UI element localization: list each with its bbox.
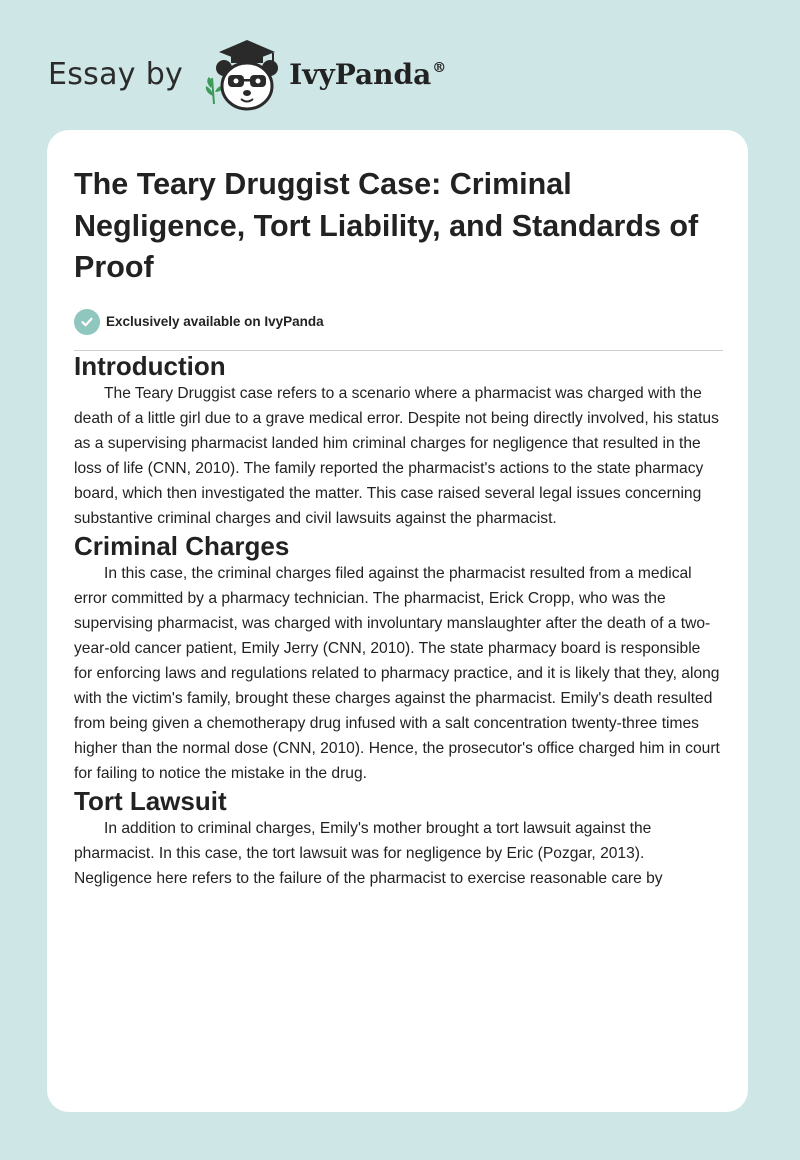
brand-name[interactable] [289,58,446,91]
panda-graduate-logo-icon[interactable] [197,34,283,114]
section-paragraph-introduction: The Teary Druggist case refers to a scenario where a pharmacist was charged with the death of a little girl due to a grave medical error. Despite not being directly involved, his status as a supervising pharmacist landed him criminal charges for negligence that resulted in the loss of life (CNN, 2010). The family reported the pharmacist's actions to the state pharmacy board, which then investigated the matter. This case raised several legal issues concerning substantive criminal charges and civil lawsuits against the pharmacist. [74,384,719,527]
brand-registered-mark: ® [432,59,447,76]
exclusive-badge-text: Exclusively available on IvyPanda [106,314,324,329]
section-paragraph-tort-lawsuit: In addition to criminal charges, Emily's mother brought a tort lawsuit against the pharmacist. In this case, the tort lawsuit was for negligence by Eric (Pozgar, 2013). Negligence here refers to the failure of the pharmacist to exercise reasonable care by [74,819,663,887]
section-heading-tort-lawsuit: Tort Lawsuit [74,785,227,816]
brand-name-text: IvyPanda [289,57,432,91]
section-heading-introduction: Introduction [74,350,226,381]
section-paragraph-criminal-charges: In this case, the criminal charges filed against the pharmacist resulted from a medical error committed by a pharmacy technician. The pharmacist, Erick Cropp, who was the supervising pharmacist, was charged with involuntary manslaughter after the death of a two-year-old cancer patient, Emily Jerry (CNN, 2010). The state pharmacy board is responsible for enforcing laws and regulations related to pharmacy practice, and it is likely that they, along with the victim's family, brought these charges against the pharmacist. Emily's death resulted from being given a chemotherapy drug infused with a salt concentration twenty-three times higher than the normal dose (CNN, 2010). Hence, the prosecutor's office charged him in court for failing to notice the mistake in the drug. [74,564,720,782]
essay-title: The Teary Druggist Case: Criminal Negligence, Tort Liability, and Standards of Proof [74,167,699,284]
site-header [48,34,446,114]
essay-card [47,130,748,1112]
essay-by-label: Essay by [48,56,184,92]
check-circle-icon [74,309,100,335]
section-heading-criminal-charges: Criminal Charges [74,530,290,561]
exclusive-badge [74,308,721,336]
